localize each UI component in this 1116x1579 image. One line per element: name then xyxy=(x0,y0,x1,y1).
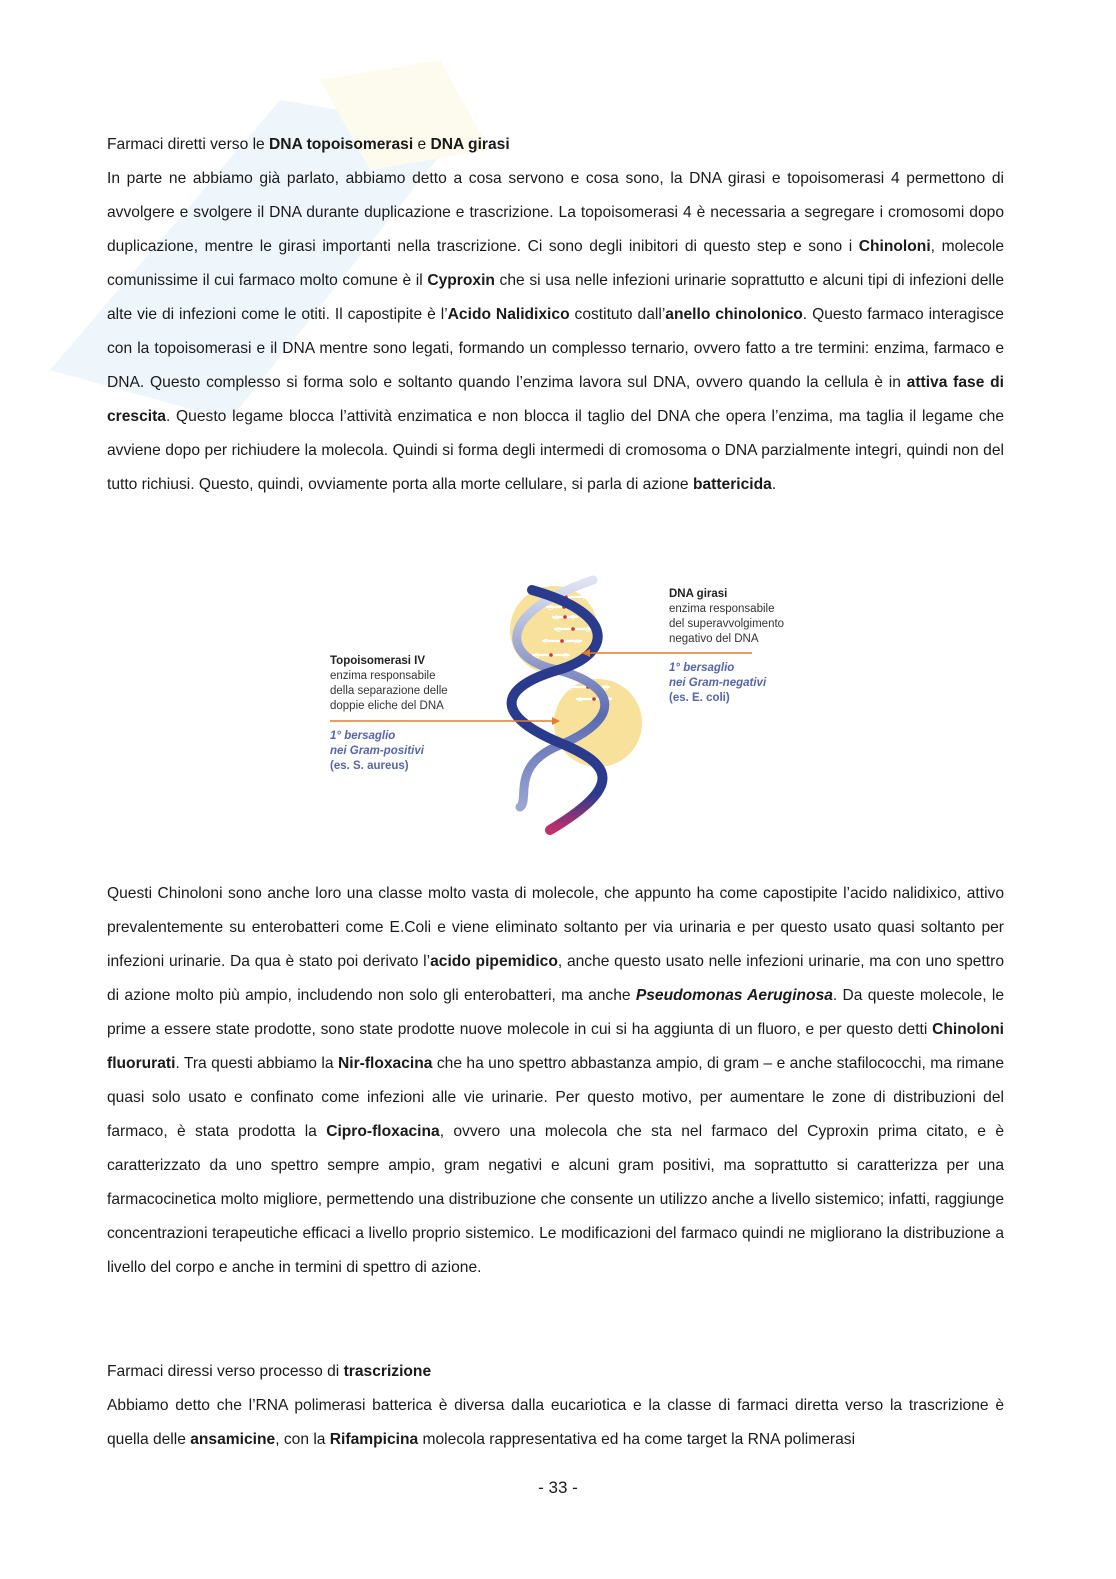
nucleotide-base-label: C xyxy=(563,653,569,660)
nucleotide-base-label: C xyxy=(575,605,581,612)
topo-title: Topoisomerasi IV xyxy=(330,655,426,667)
nucleotide-base-label: G xyxy=(603,685,609,692)
gyrase-title: DNA girasi xyxy=(669,588,728,600)
dna-figure xyxy=(320,575,800,845)
paragraph: Abbiamo detto che l’RNA polimerasi batterica è diversa dalla eucariotica e la classe di farmaci diretta verso la trascrizione è quella delle ansamicine, con la Rifampicina molecola rappresentativa ed ha come target la RNA polimerasi xyxy=(107,1397,1004,1448)
nucleotide-base-label: A xyxy=(554,673,559,680)
nucleotide-base-label: T xyxy=(581,673,586,680)
nucleotide-base-label: T xyxy=(544,595,549,602)
nucleotide-base-label: G xyxy=(534,653,540,660)
topo-target-line: 1° bersaglio xyxy=(330,730,396,742)
topo-target xyxy=(330,729,424,774)
hydrogen-bond-dot xyxy=(549,653,553,657)
nucleotide-base-label: A xyxy=(575,639,580,646)
gyrase-label xyxy=(669,587,784,647)
nucleotide-base-label: T xyxy=(544,639,549,646)
hydrogen-bond-dot xyxy=(571,627,575,631)
section-trascrizione xyxy=(107,1355,1004,1457)
section-topoisomerasi xyxy=(107,128,1004,502)
topo-target-line: nei Gram-positivi xyxy=(330,745,424,757)
gyrase-target-line: nei Gram-negativi xyxy=(669,677,767,689)
paragraph: In parte ne abbiamo già parlato, abbiamo detto a cosa servono e cosa sono, la DNA girasi e topoisomerasi 4 permettono di avvolgere e svolgere il DNA durante duplicazione e trascrizione. La topoisomerasi 4 è necessaria a segregare i cromosomi dopo duplicazione, mentre le girasi importanti nella trascrizione. Ci sono degli inibitori di questo step e sono i Chinoloni, molecole comunissime il cui farmaco molto comune è il Cyproxin che si usa nelle infezioni urinarie soprattutto e alcuni tipi di infezioni delle alte vie di infezioni come le otiti. Il capostipite è l’Acido Nalidixico costituto dall’anello chinolonico. Questo farmaco interagisce con la topoisomerasi e il DNA mentre sono legati, formando un complesso ternario, ovvero fatto a tre termini: enzima, farmaco e DNA. Questo complesso si forma solo e soltanto quando l’enzima lavora sul DNA, ovvero quando la cellula è in attiva fase di crescita. Questo legame blocca l’attività enzimatica e non blocca il taglio del DNA che opera l’enzima, ma taglia il legame che avviene dopo per richiudere la molecola. Quindi si forma degli intermedi di cromosoma o DNA parzialmente integri, quindi non del tutto richiusi. Questo, quindi, ovviamente porta alla morte cellulare, si parla di azione battericida. xyxy=(107,170,1005,493)
nucleotide-base-label: T xyxy=(571,615,576,622)
nucleotide-base-label: A xyxy=(583,595,588,602)
nucleotide-base-label: T xyxy=(605,697,610,704)
nucleotide-base-label: C xyxy=(556,627,562,634)
gyrase-target-line: 1° bersaglio xyxy=(669,662,735,674)
hydrogen-bond-dot xyxy=(592,697,596,701)
gyrase-example: (es. E. coli) xyxy=(669,692,730,704)
section-chinoloni xyxy=(107,877,1004,1285)
topo-example: (es. S. aureus) xyxy=(330,760,409,772)
gyrase-desc-line: enzima responsabile xyxy=(669,603,775,615)
topo-desc-line: della separazione delle xyxy=(330,685,448,697)
page-number: - 33 - xyxy=(538,1478,578,1497)
nucleotide-base-label: A xyxy=(578,697,583,704)
nucleotide-base-label: G xyxy=(585,627,591,634)
hydrogen-bond-dot xyxy=(560,639,564,643)
section-heading: Farmaci diretti verso le DNA topoisomerasi e DNA girasi xyxy=(107,136,510,153)
gyrase-target xyxy=(669,661,766,706)
nucleotide-base-label: A xyxy=(554,615,559,622)
gyrase-desc-line: del superavvolgimento xyxy=(669,618,785,630)
section-heading: Farmaci diressi verso processo di trascrizione xyxy=(107,1363,432,1380)
topo-desc-line: enzima responsabile xyxy=(330,670,436,682)
paragraph: Questi Chinoloni sono anche loro una classe molto vasta di molecole, che appunto ha come capostipite l’acido nalidixico, attivo prevalentemente su enterobatteri come E.Coli e viene eliminato soltanto per via urinaria e per questo usato quasi soltanto per infezioni urinarie. Da qua è stato poi derivato l’acido pipemidico, anche questo usato nelle infezioni urinarie, ma con uno spettro di azione molto più ampio, includendo non solo gli enterobatteri, ma anche Pseudomonas Aeruginosa. Da queste molecole, le prime a essere state prodotte, sono state prodotte nuove molecole in cui si ha aggiunta di un fluoro, e per questo detti Chinoloni fluorurati. Tra questi abbiamo la Nir-floxacina che ha uno spettro abbastanza ampio, di gram – e anche stafilococchi, ma rimane quasi solo usato e confinato come infezioni alle vie urinarie. Per questo motivo, per aumentare le zone di distribuzioni del farmaco, è stata prodotta la Cipro-floxacina, ovvero una molecola che sta nel farmaco del Cyproxin prima citato, e è caratterizzato da uno spettro sempre ampio, gram negativi e alcuni gram positivi, ma soprattutto si caratterizza per una farmacocinetica molto migliore, permettendo una distribuzione che consente un utilizzo anche a livello sistemico; infatti, raggiunge concentrazioni terapeutiche efficaci a livello proprio sistemico. Le modificazioni del farmaco quindi ne migliorano la distribuzione a livello del corpo e anche in termini di spettro di azione. xyxy=(107,885,1005,1276)
topo-label xyxy=(330,654,448,714)
topo-desc-line: doppie eliche del DNA xyxy=(330,700,444,712)
hydrogen-bond-dot xyxy=(563,615,567,619)
nucleotide-base-label: G xyxy=(548,605,554,612)
nucleotide-base-label: C xyxy=(568,685,574,692)
gyrase-desc-line: negativo del DNA xyxy=(669,633,759,645)
